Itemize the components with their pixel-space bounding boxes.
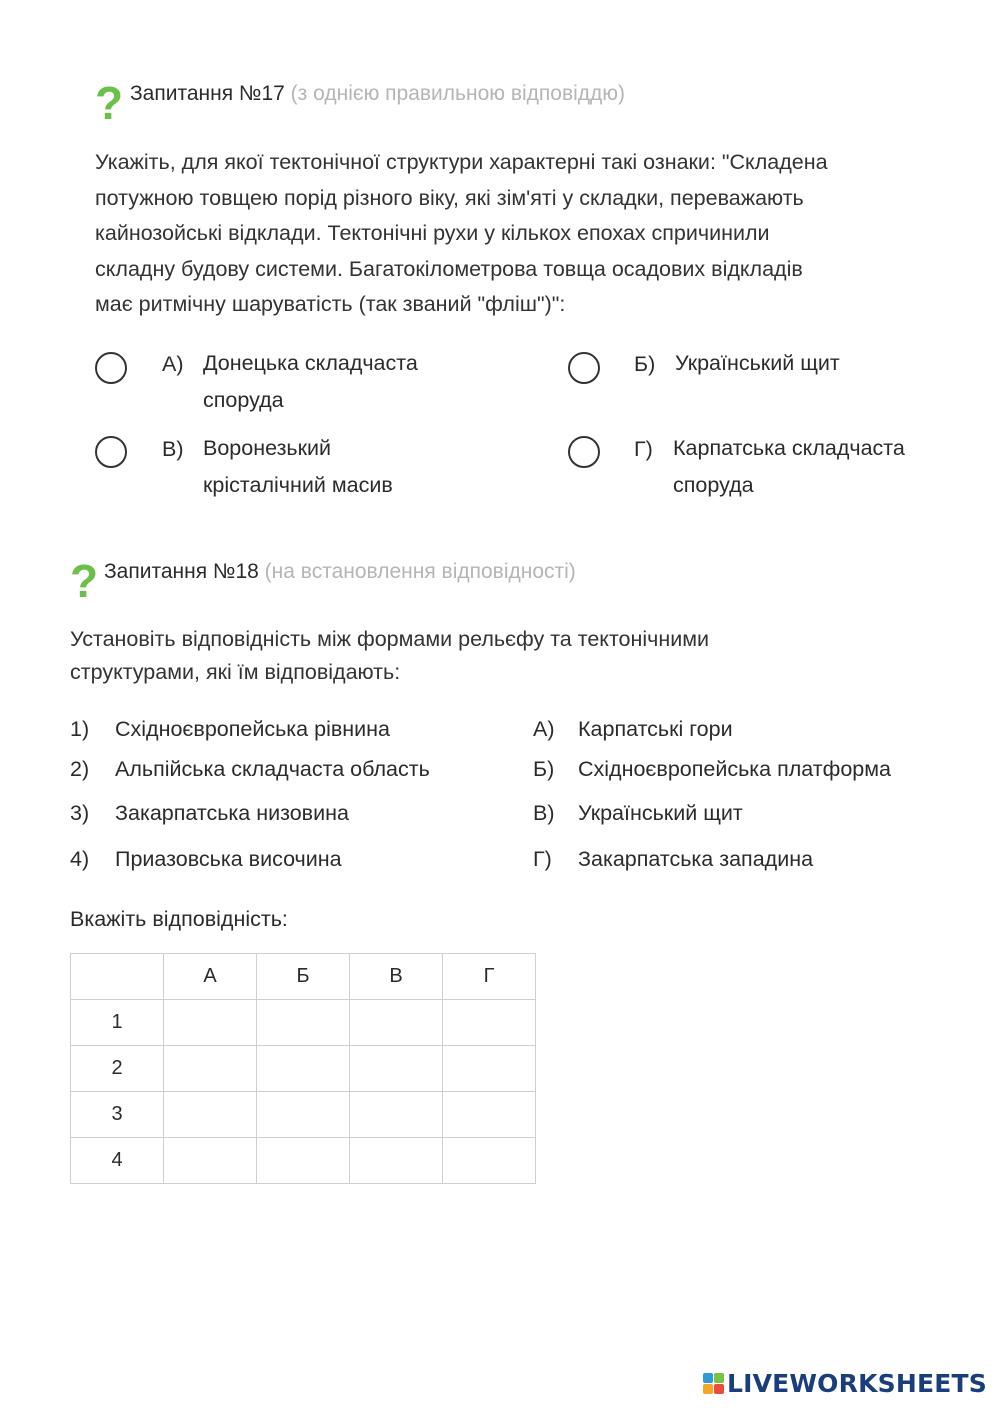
grid-row	[71, 1000, 536, 1046]
grid-cell-2-g[interactable]	[443, 1046, 536, 1092]
right-num: Б)	[533, 757, 555, 781]
grid-cell-4-b[interactable]	[257, 1138, 350, 1184]
left-num: 4)	[70, 847, 90, 871]
left-num: 3)	[70, 801, 90, 825]
grid-cell-3-b[interactable]	[257, 1092, 350, 1138]
option-line: крісталічний масив	[203, 473, 393, 497]
option-line: споруда	[673, 473, 754, 497]
question-type: (на встановлення відповідності)	[264, 560, 576, 583]
grid-cell-4-g[interactable]	[443, 1138, 536, 1184]
left-text: Закарпатська низовина	[115, 801, 349, 825]
option-b-text	[675, 345, 840, 382]
option-g-text	[673, 430, 905, 504]
radio-option-g[interactable]	[568, 436, 600, 468]
grid-cell-1-a[interactable]	[164, 1000, 257, 1046]
grid-cell-2-b[interactable]	[257, 1046, 350, 1092]
question-mark-icon: ?	[70, 555, 99, 607]
radio-option-b[interactable]	[568, 352, 600, 384]
option-line: Карпатська складчаста	[673, 436, 905, 460]
question-number: Запитання №18	[104, 560, 259, 583]
grid-cell-1-b[interactable]	[257, 1000, 350, 1046]
grid-cell-2-v[interactable]	[350, 1046, 443, 1092]
radio-option-v[interactable]	[95, 436, 127, 468]
question-type: (з однією правильною відповіддю)	[290, 82, 626, 105]
option-v-letter: В)	[162, 437, 184, 461]
text-line: складну будову системи. Багатокілометрова товща осадових відкладів	[95, 256, 803, 281]
text-line: має ритмічну шаруватість (так званий "фліш")":	[95, 292, 566, 316]
right-num: В)	[533, 801, 555, 825]
right-text: Карпатські гори	[578, 717, 733, 741]
grid-header-row	[71, 954, 536, 1000]
grid-row	[71, 1138, 536, 1184]
option-line: Воронезький	[203, 436, 332, 460]
option-a-text	[203, 345, 418, 419]
option-line: Донецька складчаста	[203, 351, 418, 375]
left-text: Східноєвропейська рівнина	[115, 717, 390, 741]
question-number: Запитання №17	[130, 82, 285, 105]
grid-col-header: Г	[443, 954, 536, 1000]
grid-row	[71, 1092, 536, 1138]
radio-option-a[interactable]	[95, 352, 127, 384]
answer-grid	[70, 953, 536, 1184]
grid-cell-4-a[interactable]	[164, 1138, 257, 1184]
question-mark-icon: ?	[95, 77, 124, 129]
right-text: Східноєвропейська платформа	[578, 757, 891, 781]
question-17-text	[95, 145, 828, 323]
right-num: А)	[533, 717, 555, 741]
grid-col-header: Б	[257, 954, 350, 1000]
grid-row	[71, 1046, 536, 1092]
text-line: структурами, які їм відповідають:	[70, 660, 401, 684]
option-line: Український щит	[675, 351, 840, 375]
grid-cell-3-a[interactable]	[164, 1092, 257, 1138]
grid-cell-2-a[interactable]	[164, 1046, 257, 1092]
left-num: 2)	[70, 757, 90, 781]
text-line: Установіть відповідність між формами рельєфу та тектонічними	[70, 627, 710, 651]
grid-row-header: 4	[71, 1138, 164, 1184]
text-line: потужною товщею порід різного віку, які зім'яті у складки, переважають	[95, 185, 804, 210]
liveworksheets-logo-icon	[703, 1373, 724, 1394]
grid-cell-1-g[interactable]	[443, 1000, 536, 1046]
text-line: Укажіть, для якої тектонічної структури характерні такі ознаки: "Складена	[95, 150, 828, 174]
right-text: Закарпатська западина	[578, 847, 814, 871]
option-g-letter: Г)	[634, 437, 653, 461]
question-17-title	[130, 82, 625, 106]
grid-cell-3-v[interactable]	[350, 1092, 443, 1138]
grid-cell-3-g[interactable]	[443, 1092, 536, 1138]
grid-cell-4-v[interactable]	[350, 1138, 443, 1184]
logo-text: LIVEWORKSHEETS	[726, 1369, 987, 1398]
grid-cell-1-v[interactable]	[350, 1000, 443, 1046]
left-num: 1)	[70, 717, 90, 741]
answer-prompt: Вкажіть відповідність:	[70, 907, 288, 931]
text-line: кайнозойські відклади. Тектонічні рухи у кількох епохах спричинили	[95, 221, 770, 245]
right-num: Г)	[533, 847, 552, 871]
option-v-text	[203, 430, 393, 504]
grid-row-header: 1	[71, 1000, 164, 1046]
grid-corner-cell	[71, 954, 164, 1000]
option-a-letter: А)	[162, 352, 184, 376]
option-line: споруда	[203, 388, 284, 412]
option-b-letter: Б)	[634, 352, 656, 376]
grid-row-header: 2	[71, 1046, 164, 1092]
grid-col-header: В	[350, 954, 443, 1000]
liveworksheets-logo	[703, 1369, 987, 1398]
left-text: Альпійська складчаста область	[115, 757, 430, 781]
question-18-title	[104, 560, 576, 584]
left-text: Приазовська височина	[115, 847, 342, 871]
question-18-text	[70, 623, 709, 689]
right-text: Український щит	[578, 801, 743, 825]
grid-col-header: А	[164, 954, 257, 1000]
grid-row-header: 3	[71, 1092, 164, 1138]
